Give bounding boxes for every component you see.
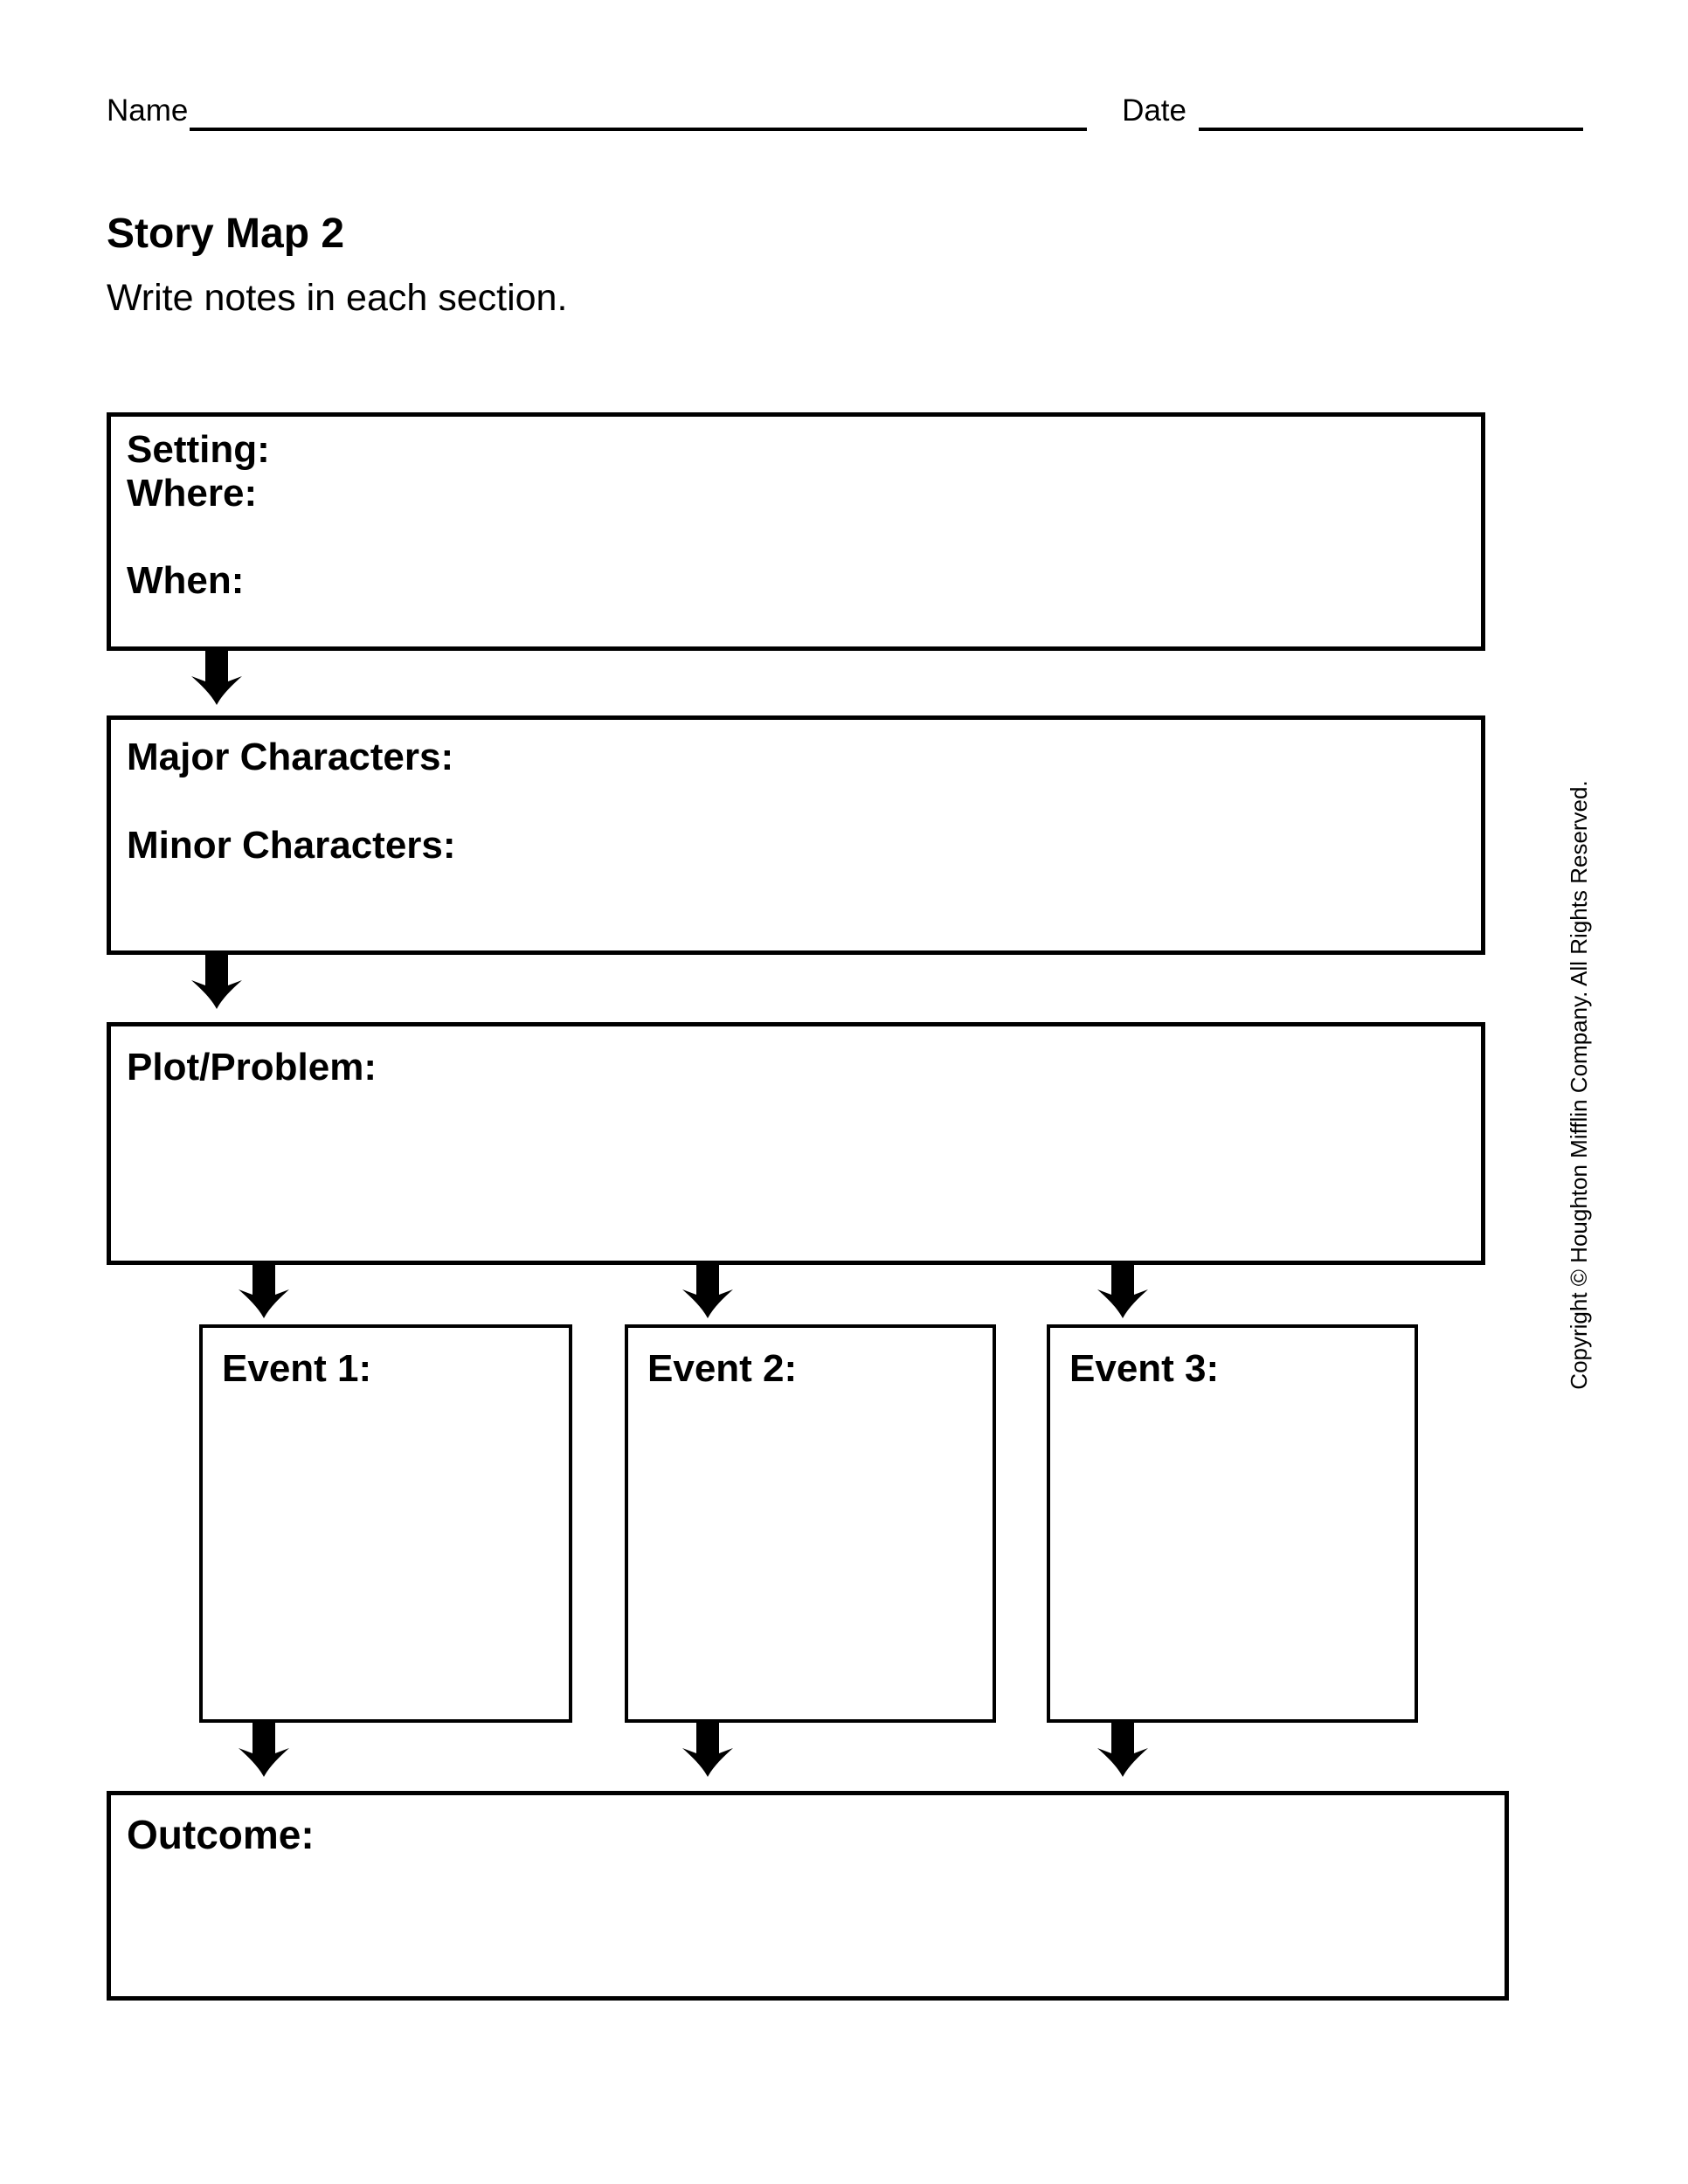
outcome-box — [107, 1791, 1509, 2001]
down-arrow-icon — [681, 1264, 735, 1318]
setting-box — [107, 412, 1485, 651]
event-2-heading: Event 2: — [647, 1347, 798, 1390]
name-label: Name — [107, 93, 189, 128]
down-arrow-icon — [237, 1264, 291, 1318]
setting-heading: Setting: — [127, 428, 270, 471]
event-2-box — [625, 1324, 996, 1723]
date-label: Date — [1122, 93, 1186, 128]
event-1-heading: Event 1: — [222, 1347, 372, 1390]
instructions-text: Write notes in each section. — [107, 277, 568, 319]
outcome-heading: Outcome: — [127, 1812, 315, 1857]
copyright-text: Copyright © Houghton Mifflin Company. All Rights Reserved. — [1566, 780, 1592, 1390]
down-arrow-icon — [1096, 1264, 1150, 1318]
plot-problem-heading: Plot/Problem: — [127, 1046, 377, 1089]
event-3-box — [1047, 1324, 1418, 1723]
event-3-heading: Event 3: — [1069, 1347, 1220, 1390]
plot-problem-box — [107, 1022, 1485, 1265]
down-arrow-icon — [190, 651, 244, 705]
setting-where-label: Where: — [127, 472, 258, 515]
date-field[interactable] — [1199, 91, 1583, 131]
event-1-box — [199, 1324, 572, 1723]
down-arrow-icon — [1096, 1723, 1150, 1777]
characters-box — [107, 715, 1485, 955]
major-characters-label: Major Characters: — [127, 736, 454, 778]
header — [107, 91, 1583, 131]
down-arrow-icon — [681, 1723, 735, 1777]
down-arrow-icon — [237, 1723, 291, 1777]
down-arrow-icon — [190, 955, 244, 1009]
minor-characters-label: Minor Characters: — [127, 824, 456, 867]
name-field[interactable] — [190, 91, 1087, 131]
setting-when-label: When: — [127, 559, 245, 602]
page-title: Story Map 2 — [107, 211, 345, 257]
